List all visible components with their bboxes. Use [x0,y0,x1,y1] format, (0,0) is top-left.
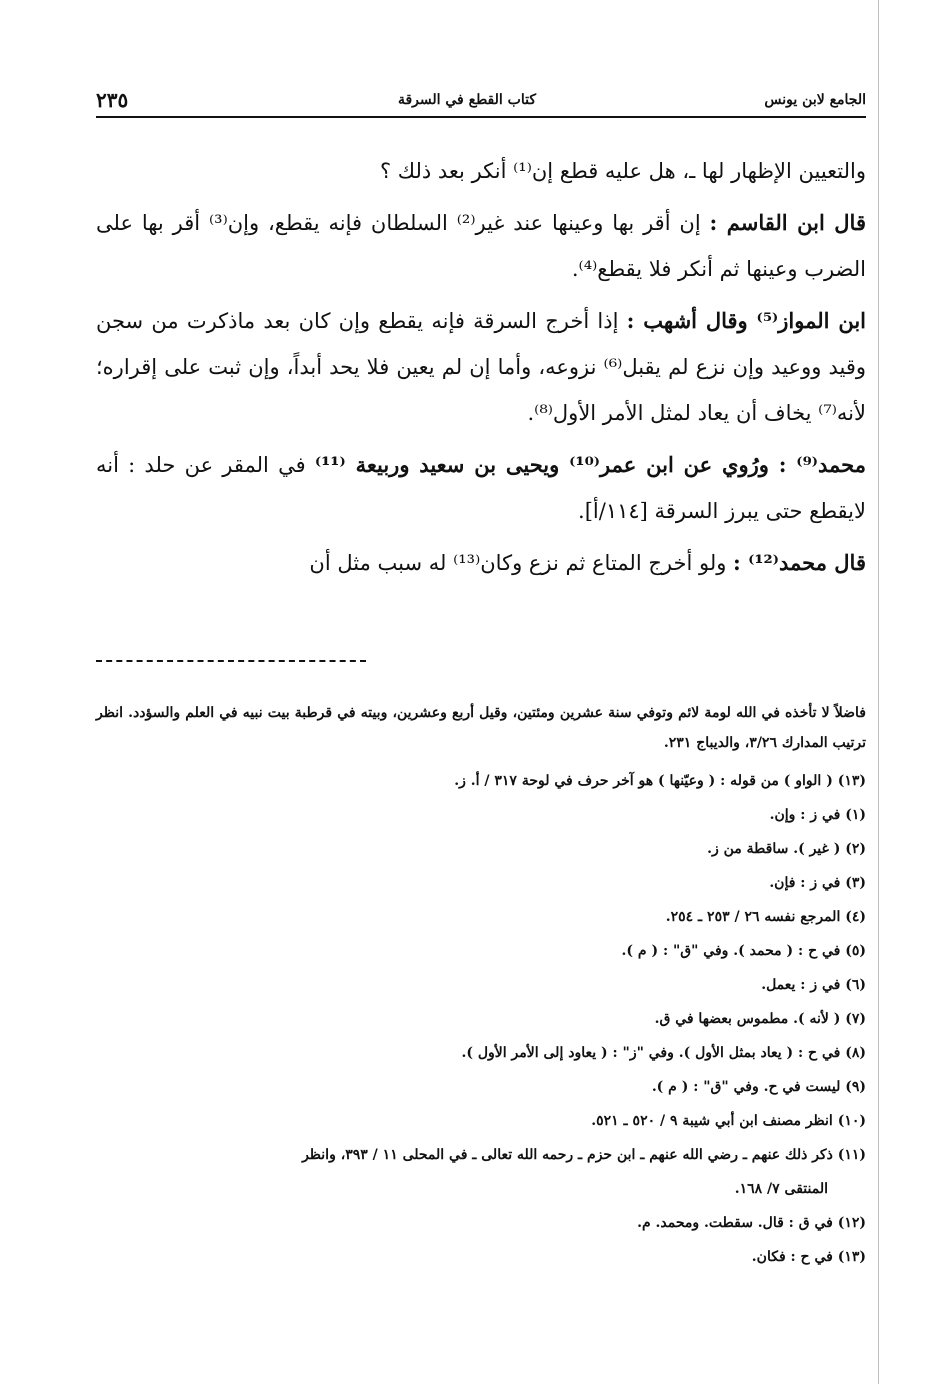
footnote-5: (٥) في ح : ( محمد ). وفي "ق" : ( م ). [621,943,866,959]
header-book-title: الجامع لابن يونس [764,92,866,108]
footnote-8: (٨) في ح : ( يعاد بمثل الأول ). وفي "ز" : ( يعاود إلى الأمر الأول ). [461,1045,866,1061]
paragraph-3-text: إذا أخرج السرقة فإنه يقطع وإن كان بعد ماذكرت من سجن وقيد ووعيد وإن نزع لم يقبل⁽⁶⁾ نزوعه، وأما إن لم يعين فلا يحد أبداً، وإن ثبت على إقراره؛ لأنه⁽⁷⁾ يخاف أن يعاد لمثل الأمر الأول⁽⁸⁾. [96,309,866,425]
footnote-12: (١٢) في ق : قال. سقطت. ومحمد. م. [637,1215,866,1231]
footnote-3: (٣) في ز : فإن. [769,875,866,891]
footnote-11 [96,1138,866,1206]
footnote-11-line-2: المنتقى ٧/ ١٦٨. [734,1181,828,1197]
footnote-continuation: فاضلاً لا تأخذه في الله لومة لائم وتوفي سنة عشرين ومئتين، وقيل أربع وعشرين، وبيته في قرطبة بيت نبيه في العلم والسؤدد. انظر ترتيب المدارك ٣/٢٦، والديباج ٢٣١. [96,705,866,751]
footnote-9: (٩) ليست في ح. وفي "ق" : ( م ). [651,1079,866,1095]
paragraph-2-text: إن أقر بها وعينها عند غير⁽²⁾ السلطان فإنه يقطع، وإن⁽³⁾ أقر بها على الضرب وعينها ثم أنكر فلا يقطع⁽⁴⁾. [96,211,866,281]
paragraph-3-lead: ابن المواز⁽⁵⁾ وقال أشهب : [626,308,866,333]
footnote-2: (٢) ( غير ). ساقطة من ز. [707,841,866,857]
footnote-7: (٧) ( لأنه ). مطموس بعضها في ق. [654,1011,866,1027]
paragraph-4-lead: محمد⁽⁹⁾ : ورُوي عن ابن عمر⁽¹⁰⁾ ويحيى بن سعيد وربيعة ⁽¹¹⁾ [314,452,866,477]
paragraph-5 [96,540,866,586]
main-text [96,148,866,592]
footnote-6: (٦) في ز : يعمل. [761,977,866,993]
paragraph-2 [96,200,866,292]
footnote-separator [96,660,366,662]
paragraph-2-lead: قال ابن القاسم : [709,210,866,235]
footnote-1: (١) في ز : وإن. [769,807,866,823]
paragraph-1-text: والتعيين الإظهار لها ـ، هل عليه قطع إن⁽¹⁾ أنكر بعد ذلك ؟ [379,159,866,183]
footnote-11-line-1: (١١) ذكر ذلك عنهم ـ رضي الله عنهم ـ ابن حزم ـ رحمه الله تعالى ـ في المحلى ١١ / ٣٩٣، وانظر [302,1147,866,1163]
paragraph-5-text: ولو أخرج المتاع ثم نزع وكان⁽¹³⁾ له سبب مثل أن [309,551,734,575]
paragraph-5-lead: قال محمد⁽¹²⁾ : [733,550,866,575]
page-edge-line [878,0,879,1384]
paragraph-1 [96,148,866,194]
paragraph-3 [96,298,866,436]
paragraph-4-text: في المقر عن حلد : أنه لايقطع حتى يبرز السرقة [١١٤/أ]. [96,453,866,523]
footnote-10: (١٠) انظر مصنف ابن أبي شيبة ٩ / ٥٢٠ ـ ٥٢١. [591,1113,866,1129]
book-page [96,88,866,1348]
header-chapter-title: كتاب القطع في السرقة [397,92,536,108]
paragraph-4 [96,442,866,534]
footnotes [96,698,866,1274]
page-number: ٢٣٥ [96,88,129,112]
footnote-13a: (١٣) ( الواو ) من قوله : ( وعيّنها ) هو آخر حرف في لوحة ٣١٧ / أ. ز. [454,773,866,789]
footnote-4: (٤) المرجع نفسه ٢٦ / ٢٥٣ ـ ٢٥٤. [665,909,866,925]
running-header [96,88,866,118]
footnote-13: (١٣) في ح : فكان. [751,1249,866,1265]
